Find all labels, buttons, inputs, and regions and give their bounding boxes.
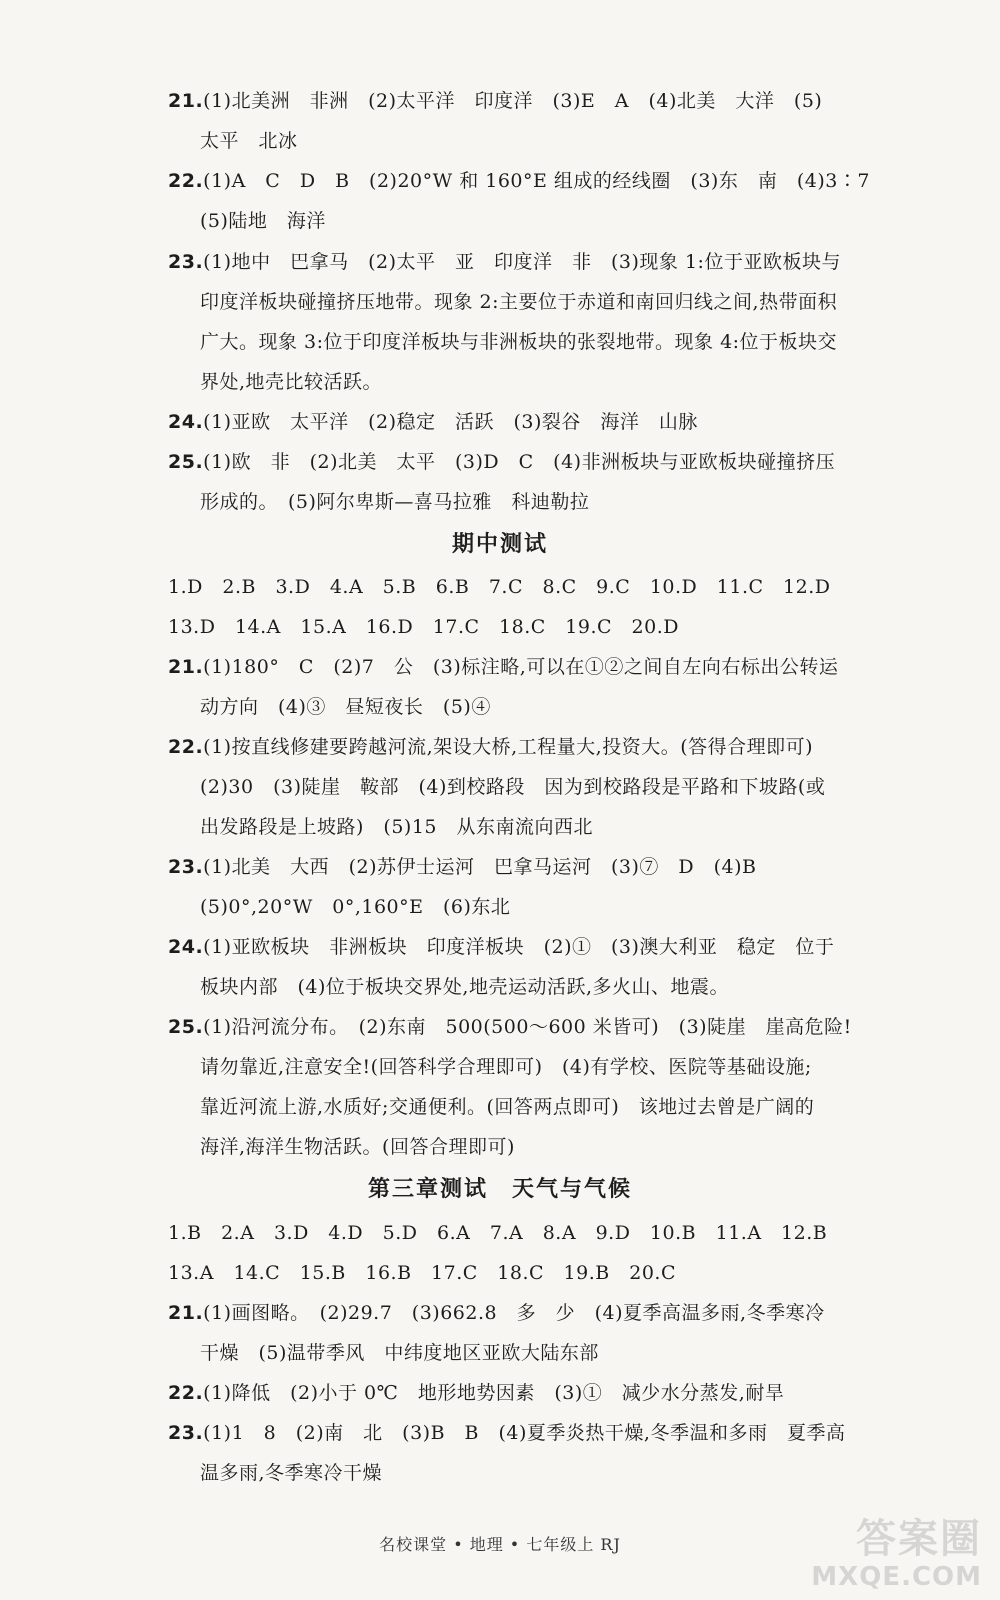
- midterm-24-line-1: 24.(1)亚欧板块 非洲板块 印度洋板块 (2)① (3)澳大利亚 稳定 位于: [168, 936, 835, 958]
- section-title-midterm: 期中测试: [451, 532, 548, 557]
- midterm-22-line-1: 22.(1)按直线修建要跨越河流,架设大桥,工程量大,投资大。(答得合理即可): [168, 736, 814, 758]
- section-title-chapter3: 第三章测试 天气与气候: [367, 1177, 632, 1202]
- chapter3-23-line-1: 23.(1)1 8 (2)南 北 (3)B B (4)夏季炎热干燥,冬季温和多雨 夏季高: [168, 1422, 846, 1444]
- chapter3-21-line-2: 干燥 (5)温带季风 中纬度地区亚欧大陆东部: [200, 1342, 599, 1364]
- watermark-logo: [802, 1516, 982, 1594]
- chapter3-23-line-2: 温多雨,冬季寒冷干燥: [200, 1462, 383, 1484]
- midterm-choice-row-2: 13.D 14.A 15.A 16.D 17.C 18.C 19.C 20.D: [168, 616, 679, 638]
- midterm-23-line-2: (5)0°,20°W 0°,160°E (6)东北: [200, 896, 511, 918]
- answer-22-line-1: 22.(1)A C D B (2)20°W 和 160°E 组成的经线圈 (3)东 南 (4)3∶7: [168, 170, 870, 192]
- midterm-23-line-1: 23.(1)北美 大西 (2)苏伊士运河 巴拿马运河 (3)⑦ D (4)B: [168, 856, 757, 878]
- midterm-25-line-4: 海洋,海洋生物活跃。(回答合理即可): [200, 1136, 515, 1158]
- midterm-22-line-3: 出发路段是上坡路) (5)15 从东南流向西北: [200, 816, 594, 838]
- answer-23-line-1: 23.(1)地中 巴拿马 (2)太平 亚 印度洋 非 (3)现象 1:位于亚欧板块与: [168, 251, 841, 273]
- answer-24-line-1: 24.(1)亚欧 太平洋 (2)稳定 活跃 (3)裂谷 海洋 山脉: [168, 411, 698, 433]
- chapter3-22-line-1: 22.(1)降低 (2)小于 0℃ 地形地势因素 (3)① 减少水分蒸发,耐旱: [168, 1382, 785, 1404]
- answer-23-line-3: 广大。现象 3:位于印度洋板块与非洲板块的张裂地带。现象 4:位于板块交: [200, 331, 838, 353]
- chapter3-choice-row-1: 1.B 2.A 3.D 4.D 5.D 6.A 7.A 8.A 9.D 10.B 11.A 12.B: [168, 1222, 828, 1244]
- midterm-24-line-2: 板块内部 (4)位于板块交界处,地壳运动活跃,多火山、地震。: [200, 976, 729, 998]
- midterm-22-line-2: (2)30 (3)陡崖 鞍部 (4)到校路段 因为到校路段是平路和下坡路(或: [200, 776, 826, 798]
- chapter3-21-line-1: 21.(1)画图略。 (2)29.7 (3)662.8 多 少 (4)夏季高温多雨,冬季寒冷: [168, 1302, 825, 1324]
- midterm-21-line-1: 21.(1)180° C (2)7 公 (3)标注略,可以在①②之间自左向右标出公转运: [168, 656, 839, 678]
- answer-22-line-2: (5)陆地 海洋: [200, 210, 326, 232]
- midterm-choice-row-1: 1.D 2.B 3.D 4.A 5.B 6.B 7.C 8.C 9.C 10.D 11.C 12.D: [168, 576, 831, 598]
- chapter3-choice-row-2: 13.A 14.C 15.B 16.B 17.C 18.C 19.B 20.C: [168, 1262, 676, 1284]
- answer-25-line-2: 形成的。 (5)阿尔卑斯—喜马拉雅 科迪勒拉: [200, 491, 590, 513]
- midterm-25-line-3: 靠近河流上游,水质好;交通便利。(回答两点即可) 该地过去曾是广阔的: [200, 1096, 815, 1118]
- midterm-25-line-1: 25.(1)沿河流分布。 (2)东南 500(500～600 米皆可) (3)陡崖 崖高危险!: [168, 1016, 852, 1038]
- watermark-bottom-text: MXQE.COM: [811, 1562, 982, 1592]
- answer-25-line-1: 25.(1)欧 非 (2)北美 太平 (3)D C (4)非洲板块与亚欧板块碰撞挤压: [168, 451, 836, 473]
- answer-21-line-1: 21.(1)北美洲 非洲 (2)太平洋 印度洋 (3)E A (4)北美 大洋 (5): [168, 90, 823, 112]
- page-footer: 名校课堂 • 地理 • 七年级上 RJ: [379, 1535, 621, 1554]
- answer-23-line-4: 界处,地壳比较活跃。: [200, 371, 383, 393]
- answer-23-line-2: 印度洋板块碰撞挤压地带。现象 2:主要位于赤道和南回归线之间,热带面积: [200, 291, 838, 313]
- midterm-21-line-2: 动方向 (4)③ 昼短夜长 (5)④: [200, 696, 491, 718]
- answer-21-line-2: 太平 北冰: [200, 130, 298, 152]
- midterm-25-line-2: 请勿靠近,注意安全!(回答科学合理即可) (4)有学校、医院等基础设施;: [200, 1056, 812, 1078]
- watermark-top-text: 答案圈: [856, 1516, 982, 1562]
